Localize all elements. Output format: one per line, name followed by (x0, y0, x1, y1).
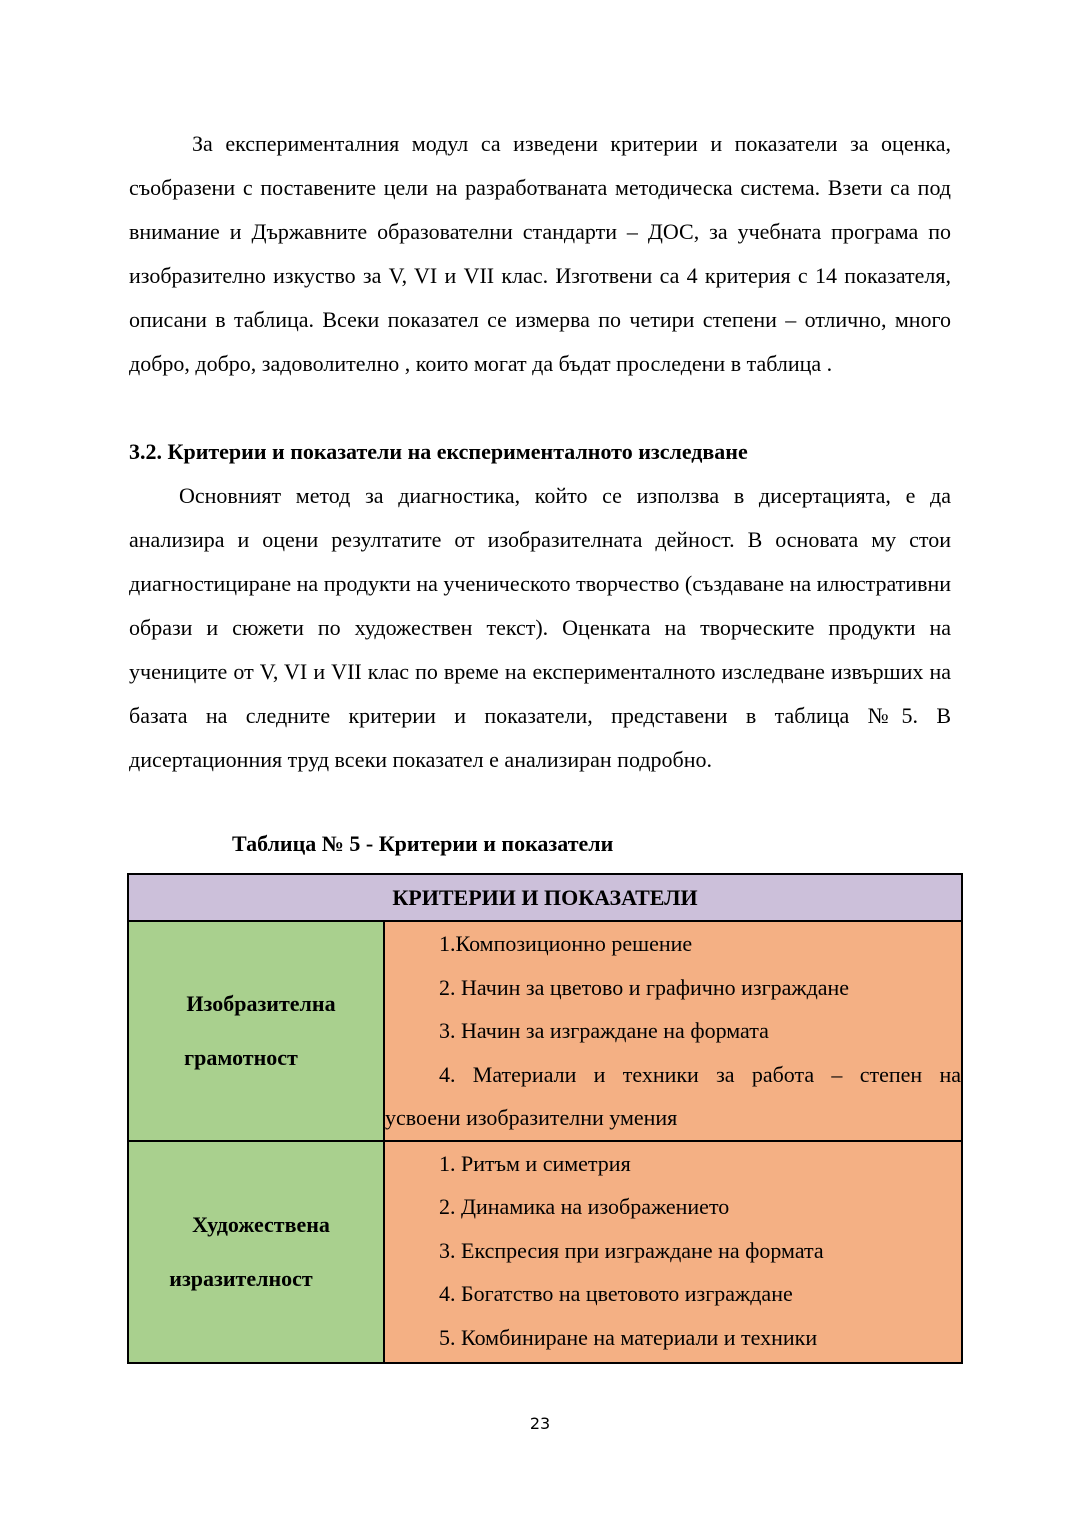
criterion-name-line: изразителност (169, 1265, 313, 1291)
table-header: КРИТЕРИИ И ПОКАЗАТЕЛИ (128, 874, 962, 921)
indicator-item: 3. Начин за изграждане на формата (439, 1018, 769, 1043)
table-caption: Таблица № 5 - Критерии и показатели (232, 831, 614, 856)
paragraph-diagnostic-method (129, 474, 951, 782)
indicators-cell (384, 921, 962, 1141)
indicator-item: 5. Комбиниране на материали и техники (439, 1324, 818, 1350)
section-heading: 3.2. Критерии и показатели на експерименталното изследване (129, 439, 748, 464)
table-row (128, 1141, 962, 1363)
table-row (128, 921, 962, 1141)
paragraph-text: Основният метод за диагностика, който се използва в дисертацията, е да анализира и оцени резултатите от изобразителната дейност. В основата му стои диагностициране на продукти на ученическото творчество (създаване на илюстративни образи и сюжети по художествен текст). Оценката на творческите продукти на учениците от V, VI и VII клас по време на експерименталното изследване извърших на базата на следните критерии и показатели, представени в таблица №5. В дисертационния труд всеки показател е анализиран подробно. (129, 483, 951, 772)
indicator-item: 3. Експресия при изграждане на формата (439, 1237, 824, 1263)
indicator-item: 1.Композиционно решение (439, 931, 693, 956)
indicator-item: 4. Богатство на цветовото изграждане (439, 1281, 793, 1306)
table-header-row (128, 874, 962, 921)
paragraph-experimental-module (129, 122, 951, 386)
criterion-name-line: Художествена (192, 1211, 330, 1237)
criteria-table (127, 873, 963, 1364)
indicators-cell (384, 1141, 962, 1363)
indicator-item: 4. Материали и техники за работа – степен на (439, 1061, 961, 1087)
criterion-name-line: грамотност (184, 1044, 298, 1070)
indicator-item: усвоени изобразителни умения (385, 1105, 678, 1130)
page-number: 23 (529, 1414, 551, 1433)
criterion-name (128, 921, 384, 1141)
indicator-item: 2. Начин за цветово и графично изграждане (439, 974, 850, 1000)
criterion-name (128, 1141, 384, 1363)
indicator-item: 1. Ритъм и симетрия (439, 1150, 631, 1176)
paragraph-text: За експерименталния модул са изведени критерии и показатели за оценка, съобразени с поставените цели на разработваната методическа система. Взети са под внимание и Държавните образователни стандарти – ДОС, за учебната програма по изобразително изкуство за V, VI и VII клас. Изготвени са 4 критерия с 14 показателя, описани в таблица. Всеки показател се измерва по четири степени – отлично, много добро, добро, задоволително , които могат да бъдат проследени в таблица . (129, 131, 951, 376)
indicator-item: 2. Динамика на изображението (439, 1194, 730, 1219)
criterion-name-line: Изобразителна (186, 990, 336, 1016)
